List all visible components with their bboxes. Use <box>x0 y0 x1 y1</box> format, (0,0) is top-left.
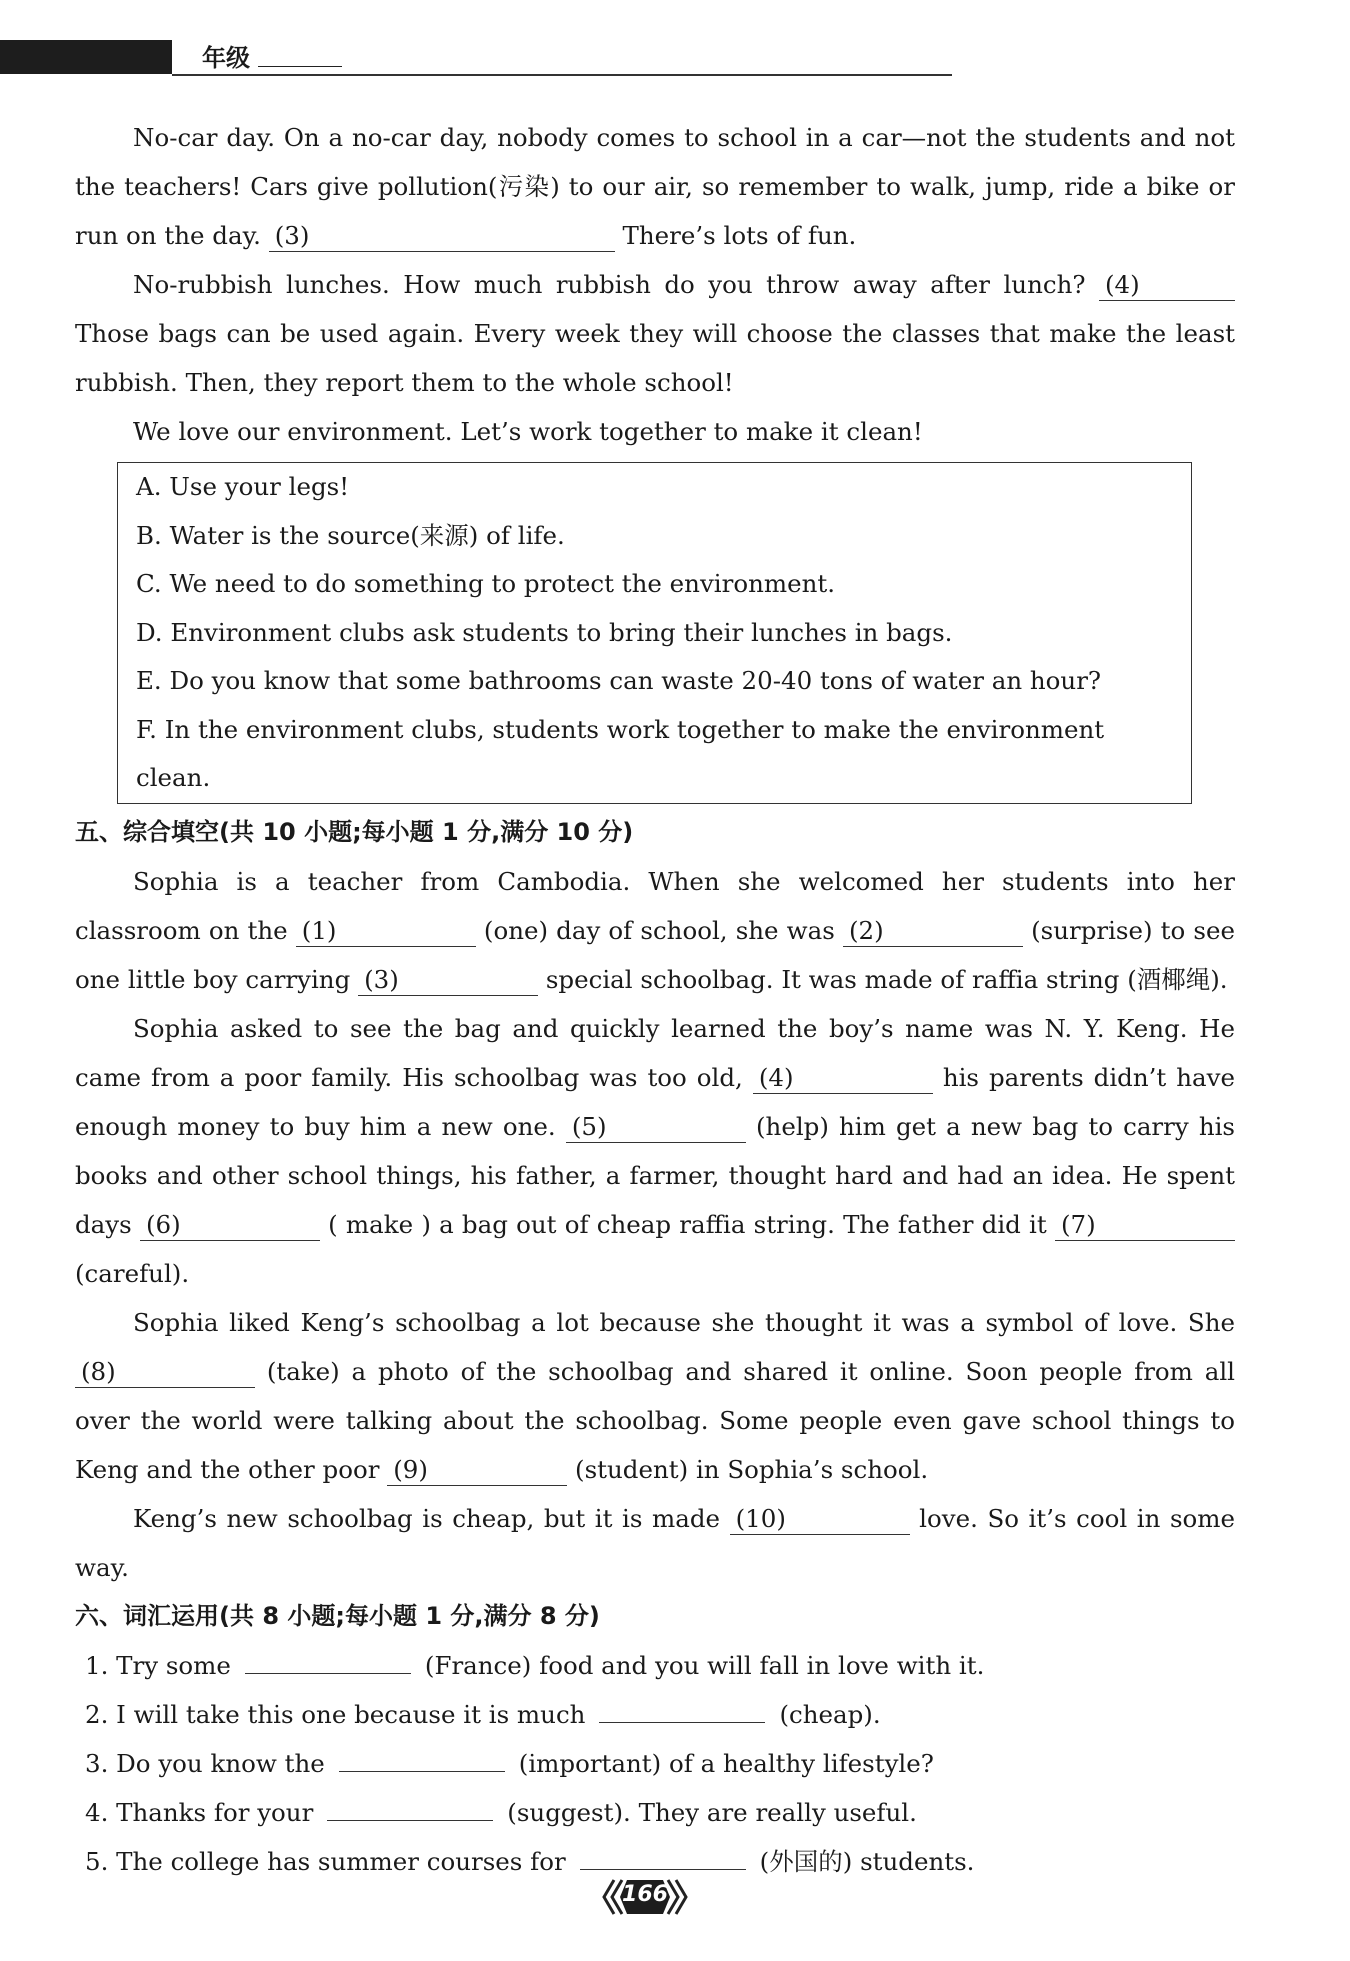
section-title: 五、综合填空(共 10 小题;每小题 1 分,满分 10 分) <box>75 817 634 846</box>
answer-blank[interactable]: (4) <box>753 1063 933 1094</box>
answer-blank[interactable]: (4) <box>1099 270 1235 301</box>
answer-blank[interactable] <box>580 1869 746 1870</box>
page-content <box>75 113 1235 1886</box>
option-item: D. Environment clubs ask students to bring their lunches in bags. <box>136 617 953 647</box>
answer-blank[interactable]: (3) <box>269 221 615 252</box>
vocab-item: 1. Try some (France) food and you will fall in love with it. <box>85 1650 985 1680</box>
cloze-paragraph: Sophia liked Keng’s schoolbag a lot because she thought it was a symbol of love. She (8) (take) a photo of the schoolbag and shared it online. Soon people from all over the world were talking about the schoolbag. Some people even gave school things to Keng and the other poor (9) (student) in Sophia’s school. <box>75 1307 1235 1484</box>
section-title: 六、词汇运用(共 8 小题;每小题 1 分,满分 8 分) <box>75 1601 600 1630</box>
answer-blank[interactable] <box>339 1771 505 1772</box>
option-item: B. Water is the source(来源) of life. <box>136 520 565 550</box>
answer-blank[interactable]: (8) <box>75 1357 255 1388</box>
grade-blank <box>258 66 342 67</box>
answer-blank[interactable]: (2) <box>843 916 1023 947</box>
option-item: C. We need to do something to protect the environment. <box>136 569 836 598</box>
vocab-item: 2. I will take this one because it is much (cheap). <box>85 1699 881 1729</box>
answer-blank[interactable]: (5) <box>566 1112 746 1143</box>
passage-paragraph: No-rubbish lunches. How much rubbish do you throw away after lunch? (4) Those bags can be used again. Every week they will choose the classes that make the least rubbish. Then, they report them to the whole school! <box>75 270 1235 397</box>
option-item: A. Use your legs! <box>136 472 350 501</box>
page-number: 166 <box>622 1882 668 1907</box>
page-number-badge <box>600 1872 690 1922</box>
cloze-paragraph: Keng’s new schoolbag is cheap, but it is made (10) love. So it’s cool in some way. <box>75 1503 1236 1582</box>
vocab-item: 5. The college has summer courses for (外国的) students. <box>85 1846 975 1876</box>
answer-blank[interactable]: (1) <box>296 916 476 947</box>
answer-blank[interactable]: (9) <box>387 1455 567 1486</box>
vocab-list <box>75 1641 1235 1886</box>
answer-blank[interactable] <box>245 1673 411 1674</box>
answer-blank[interactable] <box>327 1820 493 1821</box>
answer-blank[interactable]: (6) <box>140 1210 320 1241</box>
cloze-paragraph: Sophia is a teacher from Cambodia. When she welcomed her students into her classroom on the (1) (one) day of school, she was (2) (surprise) to see one little boy carrying (3) special schoolbag. It was made of raffia string (酒椰绳). <box>75 866 1235 994</box>
passage-paragraph: We love our environment. Let’s work together to make it clean! <box>133 417 923 446</box>
vocab-item: 4. Thanks for your (suggest). They are really useful. <box>85 1797 917 1827</box>
answer-blank[interactable]: (3) <box>358 965 538 996</box>
option-item: F. In the environment clubs, students work together to make the environment clean. <box>136 714 1105 792</box>
vocab-item: 3. Do you know the (important) of a healthy lifestyle? <box>85 1748 934 1778</box>
options-box <box>117 462 1192 804</box>
answer-blank[interactable] <box>599 1722 765 1723</box>
header-rule <box>172 74 952 76</box>
passage-paragraph: No-car day. On a no-car day, nobody comes to school in a car—not the students and not the teachers! Cars give pollution(污染) to our air, so remember to walk, jump, ride a bike or run on the day. (3) There’s lots of fun. <box>75 123 1235 250</box>
answer-blank[interactable]: (10) <box>730 1504 910 1535</box>
cloze-paragraph: Sophia asked to see the bag and quickly learned the boy’s name was N. Y. Keng. He came from a poor family. His schoolbag was too old, (4) his parents didn’t have enough money to buy him a new one. (5) (help) him get a new bag to carry his books and other school things, his father, a farmer, thought hard and had an idea. He spent days (6) ( make ) a bag out of cheap raffia string. The father did it (7) (careful). <box>75 1013 1236 1288</box>
header-bar <box>0 40 172 74</box>
grade-label: 年级 <box>202 43 250 72</box>
option-item: E. Do you know that some bathrooms can waste 20-40 tons of water an hour? <box>136 666 1102 695</box>
answer-blank[interactable]: (7) <box>1055 1210 1235 1241</box>
